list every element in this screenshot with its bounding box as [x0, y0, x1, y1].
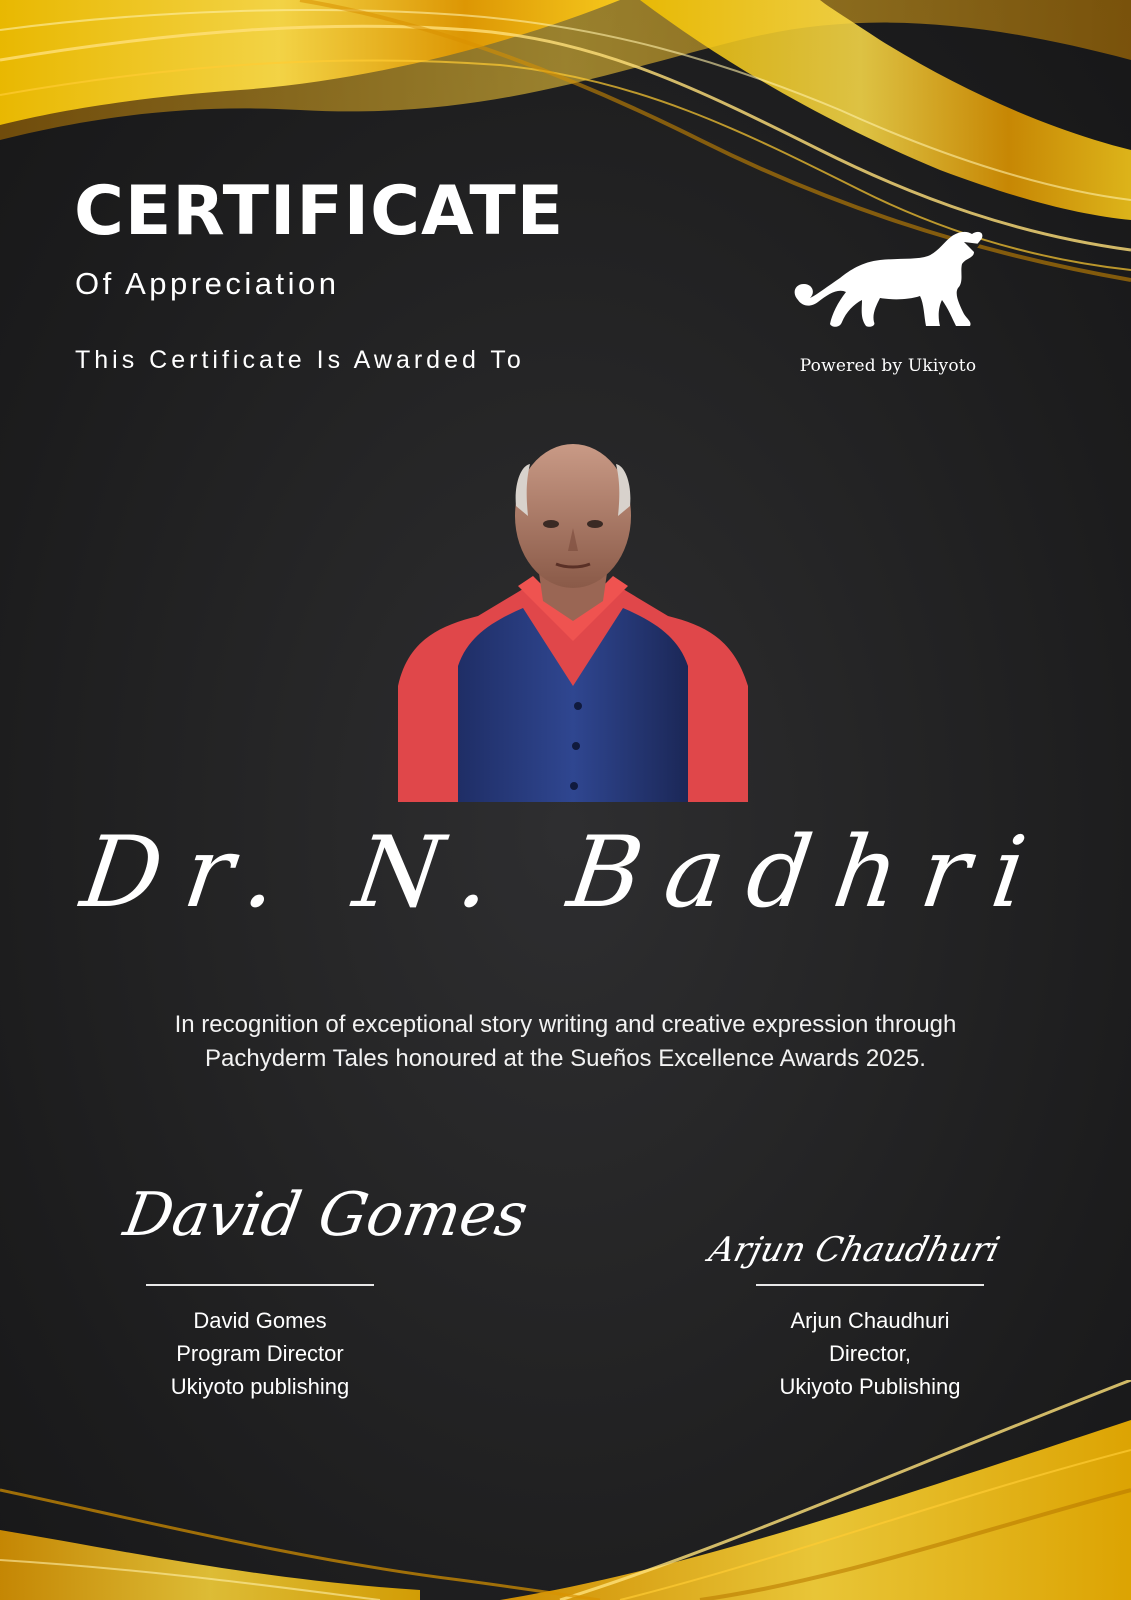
- certificate-title: CERTIFICATE: [74, 172, 565, 251]
- signature-text: David Gomes: [118, 1180, 533, 1250]
- signatory-name: Arjun Chaudhuri: [790, 1308, 950, 1333]
- recipient-name: Dr. N. Badhri: [74, 816, 1057, 930]
- recipient-portrait: [398, 436, 748, 802]
- signatory-role: Director,: [829, 1341, 911, 1366]
- signature-david-gomes: [118, 1180, 533, 1280]
- tiger-icon: [788, 222, 988, 340]
- signature-line: [146, 1284, 374, 1286]
- citation-line-1: In recognition of exceptional story writing and creative expression through: [174, 1011, 957, 1038]
- awarded-to-text: This Certificate Is Awarded To: [75, 346, 525, 374]
- signature-arjun-chaudhuri: [705, 1180, 1004, 1280]
- signatory-name: David Gomes: [193, 1308, 327, 1333]
- publisher-logo: [788, 222, 988, 382]
- certificate-subtitle: Of Appreciation: [75, 266, 340, 301]
- logo-caption: Powered by Ukiyoto: [799, 356, 977, 376]
- signatory-org: Ukiyoto publishing: [170, 1374, 350, 1399]
- signatory-role: Program Director: [176, 1341, 344, 1366]
- signatory-left: [118, 1180, 533, 1403]
- bottom-gold-wave-decoration: [0, 1380, 1131, 1600]
- signature-text: Arjun Chaudhuri: [705, 1230, 1004, 1270]
- signatory-right: [705, 1180, 1004, 1403]
- citation-text: [100, 1008, 1031, 1076]
- signatory-org: Ukiyoto Publishing: [779, 1374, 961, 1399]
- citation-line-2: Pachyderm Tales honoured at the Sueños Excellence Awards 2025.: [205, 1045, 926, 1072]
- signature-line: [756, 1284, 984, 1286]
